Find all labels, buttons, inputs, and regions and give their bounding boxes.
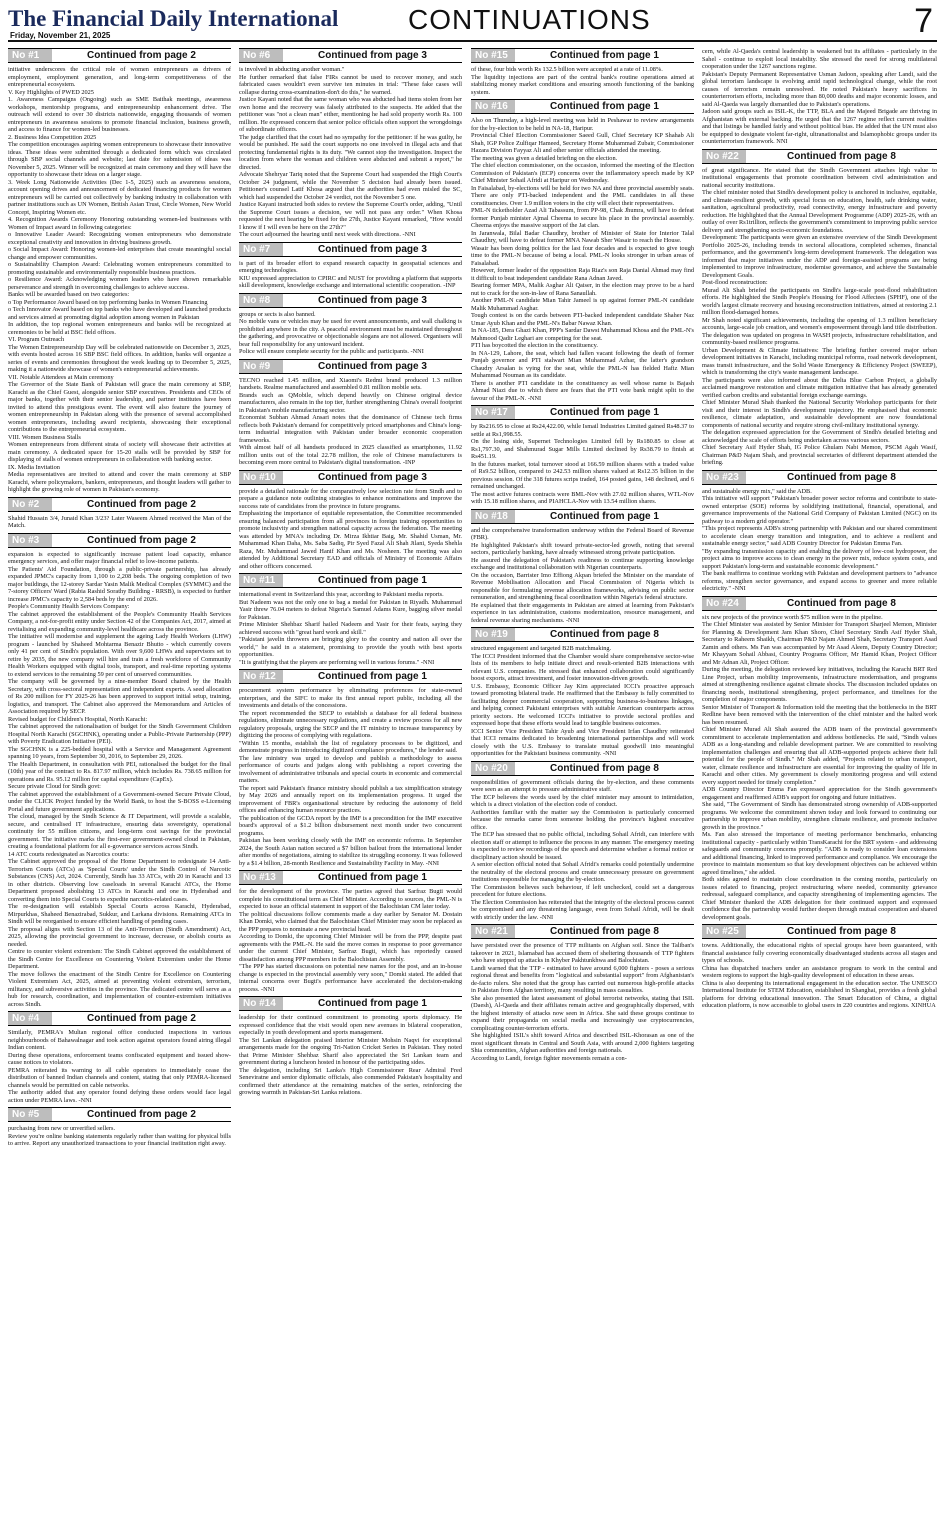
- paragraph: The Governor of the State Bank of Pakistan will grace the main ceremony at SBP, Karachi as the Chief Guest, alongside senior SBP executives. Presidents and CEOs of major banks, together with their senior leadership, and partner institutes have been invited to attend this prestigious event. The event will also feature the journey of women entrepreneurship in Pakistan along with the presence of several accomplished women entrepreneurs, including award recipients, showcasing their exceptional contributions to the entrepreneurial ecosystem.: [8, 381, 231, 433]
- article-header: [8, 497, 231, 512]
- article-number-badge: No #19: [471, 628, 515, 641]
- paragraph: have persisted over the presence of TTP militants on Afghan soil. Since the Taliban's takeover in 2021, Islamabad has accused them of sheltering thousands of TTP fighters who have stepped up attacks in Khyber Pakhtunkhwa and Balochistan.: [471, 942, 694, 964]
- paragraph: The bank reaffirms to continue working with Pakistan and development partners to "advance reforms, strengthen sector governance, and expand access to greener and more reliable electricity." -NNI: [702, 570, 937, 592]
- paragraph: o Social Impact Award: Honoring women-led enterprises that create meaningful social change and empower communities.: [8, 246, 231, 261]
- article-header: [471, 405, 694, 420]
- article-body: [239, 66, 462, 239]
- paragraph: ADB Country Director Emma Fan expressed appreciation for the Sindh government's engagement and reaffirmed ADB's support for ongoing and future initiatives.: [702, 786, 937, 801]
- column-4: [702, 48, 937, 1523]
- paragraph: China has dispatched teachers under an assistance program to work in the central and western regions to support the high-quality development of education in these areas.: [702, 964, 937, 979]
- paragraph: The political discussions follow comments made a day earlier by Senator M. Dostain Khan Domki, who claimed that the Balochistan Chief Minister may soon be replaced as the PPP prepares to nominate a new provincial head.: [239, 910, 462, 933]
- article-body: [8, 551, 231, 1009]
- article-number-badge: No #10: [239, 471, 283, 484]
- continuation-article: [8, 533, 231, 1009]
- paragraph: IX. Media Invitation: [8, 463, 60, 471]
- article-header: [239, 870, 462, 885]
- paragraph: structured engagement and targeted B2B matchmaking.: [471, 645, 612, 652]
- paragraph: international event in Switzerland this year, according to Pakistani media reports.: [239, 591, 444, 598]
- paragraph: There is another PTI candidate in the constituency as well whose name is Bajash Ahmad Niazi due to which there are fears that the PTI vote bank might split to the favour of the PML-N. -NNI: [471, 379, 694, 402]
- paragraph: Senior Minister of Transport & Information told the meeting that the bottlenecks in the BRT Redline have been removed with the intervention of the chief minister and the halted work has been resumed.: [702, 703, 937, 726]
- article-number-badge: No #18: [471, 510, 515, 523]
- paragraph: Shahid Hussain 3/4, Junaid Khan 3/23? Later Waseem Ahmed received the Man of the Match.: [8, 514, 231, 529]
- paragraph: ICCI Senior Vice President Tahir Ayub and Vice President Irfan Chaudhry reiterated that ICCI remains dedicated to broadening international partnerships and will work closely with the U.S. Embassy to translate mutual goodwill into meaningful opportunities for the Pakistani business community. -NNI: [471, 727, 694, 757]
- paragraph: Prime Minister Shehbaz Sharif hailed Nadeem and Yasir for their feats, saying they achieved success with "great hard work and skill.": [239, 621, 462, 636]
- paragraph: In NA-129, Lahore, the seat, which had fallen vacant following the death of former Punjab governor and PTI stalwart Mian Muhammad Azhar, the latter's grandson Chaudry Arsalan is vying for the seat, while the PML-N has fielded Hafiz Mian Muhammad Nouman as its candidate.: [471, 349, 694, 379]
- paragraph: The liquidity injections are part of the central bank's routine operations aimed at stabilizing money market conditions and ensuring smooth functioning of the banking system.: [471, 73, 694, 96]
- article-number-badge: No #4: [8, 1012, 52, 1025]
- paragraph: The SGCHNK is a 225-bedded hospital with a Service and Management Agreement spanning 10 years, from September 30, 2016, to September 29, 2026.: [8, 745, 231, 760]
- paragraph: Economist Subhan Ahmad Ansari notes that the dominance of Chinese tech firms reflects both Pakistan's demand for competitively priced smartphones and China's long-term industrial integration with Pakistan under broader economic cooperation frameworks.: [239, 414, 462, 444]
- article-number-badge: No #6: [239, 49, 283, 62]
- paragraph: by Rs216.95 to close at Rs24,422.00, while Ismail Industries Limited gained Rs48.37 to settle at Rs1,998.55.: [471, 423, 694, 438]
- paragraph: PEMRA reiterated its warning to all cable operators to immediately cease the distribution of banned Indian channels and content, stating that only PEMRA-licensed channels would be permitted on cable networks.: [8, 1066, 231, 1089]
- article-number-badge: No #16: [471, 100, 515, 113]
- paragraph: He further remarked that false FIRs cannot be used to recover money, and such fabricated cases wouldn't even survive ten minutes in trial: "These fake cases will collapse during cross-examination-don't do this," he warned.: [239, 73, 462, 96]
- paragraph: o Tech Innovator Award based on top banks who have developed and launched products and services aimed at promoting digital adoption among women in Pakistan: [8, 306, 231, 321]
- paragraph: This initiative will support "Pakistan's broader power sector reforms and contribute to state-owned enterprise (SOE) reforms by solidifying institutional, financial, operational, and governance improvements of the National Grid Company of Pakistan Limited (NGC) on its pathway to a modern grid operator.": [702, 495, 937, 525]
- article-body: [471, 527, 694, 625]
- continuation-article: [239, 870, 462, 993]
- paragraph: Justice Kayani instructed both sides to review the Supreme Court's order, adding, "Until the Supreme Court issues a decision, we will not pass any order." When Khosa requested the next hearing be fixed for the 27th, Justice Kayani remarked, "How would I know if I will even be here on the 27th?": [239, 201, 462, 231]
- continuation-article: [471, 48, 694, 96]
- article-number-badge: No #15: [471, 49, 515, 62]
- continuation-article: [702, 924, 937, 1010]
- article-body: [702, 488, 937, 593]
- paragraph: PTI has boycotted the election in the constituency.: [471, 342, 598, 349]
- continuation-article: [8, 48, 231, 494]
- article-body: [471, 645, 694, 758]
- paragraph: Chief Secretary Asif Hyder Shah, IG Police Ghulam Nabi Memon, PSCM Agah Wasif, Chairman P&D Najam Shah, and provincial secretaries of different department attended the briefing.: [702, 444, 937, 466]
- article-number-badge: No #25: [702, 925, 746, 938]
- paragraph: According to Domki, the upcoming Chief Minister will be from the PPP, despite past agreements with the PML-N. He said the move comes in response to poor governance under the current Chief Minister, Sarfraz Bugti, which has reportedly caused dissatisfaction among PPP members in the Balochistan Assembly.: [239, 933, 462, 963]
- article-body: [239, 888, 462, 993]
- paragraph: Pakistan has been working closely with the IMF on economic reforms. In September 2024, the South Asian nation secured a $7 billion bailout from the international lender after months of negotiations, aiming to stabilize its struggling economy. It was followed by a $1.4 billion, 28-month Resilience and Sustainability Facility in May. -NNI: [239, 837, 462, 867]
- paragraph: He assured the delegation of Pakistan's readiness to continue supporting knowledge exchange and institutional collaboration with Nigerian counterparts.: [471, 556, 694, 571]
- article-number-badge: No #11: [239, 574, 283, 587]
- paragraph: "It is gratifying that the players are performing well in various forums." -NNI: [239, 658, 435, 666]
- paragraph: groups or sects is also banned.: [239, 310, 316, 318]
- continued-from-label: Continued from page 1: [550, 510, 659, 522]
- article-body: [471, 66, 694, 96]
- paragraph: Brands such as QMobile, which depend heavily on Chinese original device manufacturers, also remain in the top tier, further strengthening China's overall footprint in Pakistan's mobile manufacturing sector.: [239, 391, 462, 414]
- article-number-badge: No #22: [702, 150, 746, 163]
- article-header: [471, 509, 694, 524]
- paragraph: of these, four bids worth Rs 132.5 billion were accepted at a rate of 11.08%.: [471, 66, 663, 73]
- paragraph: The ECP believes the words used by the chief minister may amount to intimidation, which is a direct violation of the election code of conduct.: [471, 793, 694, 808]
- article-body: [8, 515, 231, 530]
- article-number-badge: No #12: [239, 670, 283, 683]
- paragraph: No mobile vans or vehicles may be used for event announcements, and wall chalking is prohibited anywhere in the city. A peaceful environment must be maintained throughout the gathering, and provocative or objectionable slogans are not allowed. Organisers will bear full responsibility for any untoward incident.: [239, 318, 462, 348]
- paragraph: Chief Minister Murad Shah thanked the National Security Workshop participants for their visit and their interest in Sindh's development trajectory. He emphasised that economic resilience, climate adaptation, and sustainable development are now foundational components of national security and require strong civil-military institutional synergy.: [702, 399, 937, 429]
- article-body: [8, 1029, 231, 1104]
- paragraph: She highlighted ISIL's shift toward Africa and described ISIL-Khorasan as one of the most significant threats in Central and South Asia, with around 2,000 fighters targeting Shia communities, Afghan authorities and foreign nationals.: [471, 1032, 694, 1054]
- paragraph: Pakistan's Deputy Permanent Representative Usman Jadoon, speaking after Landi, said the global terrorism landscape is evolving amid rapid technological change, while the root causes of terrorism remain unresolved. He noted Pakistan's heavy sacrifices in counterterrorism efforts, including more than 80,000 deaths and major economic losses, and said Al-Qaeda was largely dismantled due to Pakistan's operations.: [702, 70, 937, 108]
- paragraph: Authorities familiar with the matter say the Commission is particularly concerned because the remarks came from someone holding the province's highest executive office.: [471, 808, 694, 831]
- continuation-article: [239, 996, 462, 1097]
- paragraph: The cloud, managed by the Sindh Science & IT Department, will provide a scalable, secure, and centralised IT infrastructure, ensuring data sovereignty, operational continuity for 55 million citizens, and long-term cost savings for the provincial government. The initiative marks the first-ever government-owned cloud in Pakistan, creating a foundational platform for all e-governance services across Sindh.: [8, 813, 231, 850]
- article-body: [239, 488, 462, 571]
- continued-from-label: Continued from page 8: [550, 629, 659, 640]
- continued-from-label: Continued from page 1: [318, 671, 427, 682]
- paragraph: The ECP has stressed that no public official, including Sohail Afridi, can interfere with election staff or attempt to influence the process in any manner. The emergency meeting is expected to review recordings of the speech and determine whether a formal notice or disciplinary action should be issued.: [471, 831, 694, 861]
- article-number-badge: No #24: [702, 597, 746, 610]
- paragraph: He explained that their engagements in Pakistan are aimed at learning from Pakistan's experience in tax administration, customs modernization, resource management, and federal revenue sharing mechanisms. -NNI: [471, 601, 694, 624]
- continued-from-label: Continued from page 3: [318, 471, 427, 483]
- continued-from-label: Continued from page 8: [550, 926, 659, 937]
- paragraph: Centre to counter violent extremism: The Sindh Cabinet approved the establishment of the Sindh Centre for Excellence on Countering Violent Extremism under the Home Department.: [8, 948, 231, 970]
- continued-from-label: Continued from page 8: [787, 471, 896, 483]
- article-body: [471, 117, 694, 402]
- column-3: [471, 48, 694, 1523]
- continuation-article: [471, 405, 694, 506]
- article-number-badge: No #13: [239, 871, 283, 884]
- paragraph: The judge clarified that the court had no sympathy for the petitioner: if he was guilty, he would be punished. He said the court supports no one involved in illegal acts and that protecting fundamental rights is its duty. "We cannot stop the investigation. Inspect the location from where the woman and children were abducted and submit a report," he directed.: [239, 133, 462, 171]
- paragraph: The Election Commission has reiterated that the integrity of the electoral process cannot be compromised and any threatening language, even from Sohail Afridi, will be dealt with strictly under the law. -NNI: [471, 898, 694, 921]
- continuation-article: [8, 1107, 231, 1148]
- newspaper-name: The Financial Daily International: [8, 6, 339, 31]
- paragraph: Landi warned that the TTP - estimated to have around 6,000 fighters - poses a serious regional threat and benefits from "logistical and substantial support" from Afghanistan's de-facto rulers. She noted that the group has carried out numerous high-profile attacks in Pakistan from Afghan territory, many resulting in mass casualties.: [471, 964, 694, 994]
- continuation-article: [702, 596, 937, 922]
- article-body: [239, 377, 462, 467]
- continued-from-label: Continued from page 3: [318, 243, 427, 255]
- paragraph: expansion is expected to significantly increase patient load capacity, enhance emergency services, and offer major financial relief to low-income patients.: [8, 550, 231, 565]
- paragraph: The publication of the GCDA report by the IMF is a precondition for the IMF executive board's approval of a $1.2 billion disbursement next month under two concurrent programs.: [239, 814, 462, 837]
- article-number-badge: No #23: [702, 471, 746, 484]
- article-body: [702, 614, 937, 922]
- article-body: [471, 942, 694, 1062]
- paragraph: and sustainable energy mix," said the ADB.: [702, 487, 812, 495]
- paragraph: The Commission believes such behaviour, if left unchecked, could set a dangerous precedent for future elections.: [471, 883, 694, 898]
- paragraph: The Cabinet approved the proposal of the Home Department to redesignate 14 Anti-Terrorism Courts (ATCs) as 'Special Courts' under the Sindh Control of Narcotic Substances (CNS) Act, 2024. Currently, Sindh has 33 ATCs, with 20 in Karachi and 13 in other districts. Observing low caseloads in several Karachi ATCs, the Home Department proposed abolishing 13 ATCs in Karachi and one in Hyderabad and converting them into Special Courts to expedite narcotics-related cases.: [8, 858, 231, 903]
- paragraph: In Faisalabad, by-elections will be held for two NA and three provincial assembly seats. There are only PTI-backed independent and the PML candidates in all these constituencies. Over 1.9 million voters in the city will elect their representatives.: [471, 184, 694, 207]
- paragraph: Mr Shah noted significant achievements, including the opening of 1.3 million beneficiary accounts, large-scale job creation, and women's empowerment through land title distribution. The delegation was updated on progress in WASH projects, infrastructure rehabilitation, and community-based resilience programs.: [702, 316, 937, 346]
- paragraph: A senior election official noted that Sohail Afridi's remarks could potentially undermine the neutrality of the electoral process and create unnecessary pressure on government institutions responsible for managing the by-election.: [471, 861, 694, 883]
- paragraph: Secure private Cloud for Sindh govt:: [8, 783, 101, 790]
- paragraph: responsibilities of government officials during the by-election, and these comments were seen as an attempt to pressure administrative staff.: [471, 778, 694, 793]
- paragraph: Review you're online banking statements regularly rather than waiting for physical bills to arrive. Report any unauthorized transactions to your financial institution right away.: [8, 1132, 231, 1147]
- section-title: CONTINUATIONS: [408, 4, 651, 35]
- article-header: [471, 761, 694, 776]
- article-header: [239, 293, 462, 308]
- paragraph: The chief minister noted that Sindh's development policy is anchored in inclusive, equitable, and climate-resilient growth, with special focus on education, health, safe drinking water, sanitation, agricultural productivity, road connectivity, energy infrastructure and poverty reduction. He highlighted that the Annual Development Programme (ADP) 2025-26, with an outlay of over Rs1trillion, reflects the government's commitment to improving public service delivery and strengthening socio-economic foundations.: [702, 189, 937, 234]
- paragraph: The report recommended the SECP to establish a database for all federal business regulations, eliminate unnecessary regulations, and create a review process for all new regulatory proposals, urging the SECP and the IT ministry to increase transparency by digitizing the process of complying with regulations.: [239, 709, 462, 739]
- continued-from-label: Continued from page 1: [550, 50, 659, 61]
- paragraph: VIII. Women Business Stalls: [8, 433, 81, 441]
- article-header: [471, 48, 694, 63]
- paragraph: initiative underscores the critical role of women entrepreneurs as drivers of employment, employment generation, and long-term competitiveness of the entrepreneurial ecosystem.: [8, 66, 231, 88]
- paragraph: With almost half of all handsets produced in 2025 classified as smartphones, 11.92 million units out of the total 22.78 million, the role of Chinese manufacturers is becoming even more central to Pakistan's digital transformation. -INP: [239, 444, 462, 466]
- continuation-article: [239, 359, 462, 467]
- article-number-badge: No #3: [8, 534, 52, 547]
- continuation-article: [471, 99, 694, 402]
- paragraph: o Innovative Leader Award: Recognizing women entrepreneurs who demonstrate exceptional creativity and innovation in driving business growth.: [8, 231, 231, 246]
- paragraph: The re-designation will establish Special Courts across Karachi, Hyderabad, Mirpurkhas, Shaheed Benazirabad, Sukkur, and Larkana divisions. Remaining ATCs in Sindh will be reorganised to ensure efficient handling of pending cases.: [8, 903, 231, 925]
- paragraph: Advocate Shehryar Tariq noted that the Supreme Court had suspended the High Court's October 24 judgment, while the November 5 decision had already been issued. Petitioner's counsel Latif Khosa argued that the authorities had even misled the SC, which had suspended the October 24 verdict, not the November 5 one.: [239, 171, 462, 201]
- paragraph: 3. Week Long Nationwide Activities (Dec 1-5, 2025) such as awareness sessions, account opening drives and announcement of dedicated financing products for women entrepreneurs will be carried out collectively by banking industry in collaboration with partner institutions such as UN Women, British Asian Trust, Circle Women, New World Concept, Inspiring Women etc.: [8, 178, 231, 216]
- paragraph: In the futures market, total turnover stood at 166.59 million shares with a traded value of Rs9.52 billion, compared to 242.53 million shares valued at Rs12.35 billion in the previous session. Of the 318 futures scrips traded, 164 posted gains, 148 declined, and 6 remained unchanged.: [471, 460, 694, 490]
- paragraph: Ms. Fan also stressed the importance of meeting performance benchmarks, enhancing institutional capacity - particularly within TransKarachi for the BRT system - and addressing safeguards and community concerns promptly. "ADB is ready to consider loan extensions and additional financing, linked to improved performance and compliance. We encourage the province to maintain momentum so that key development objectives can be achieved within agreed timelines," she added.: [702, 831, 937, 876]
- paragraph: Murad Ali Shah briefed the participants on Sindh's large-scale post-flood rehabilitation efforts. He highlighted the Sindh People's Housing for Flood Affectees (SPHF), one of the world's largest climate recovery and housing reconstruction initiatives, aimed at restoring 2.1 million flood-damaged homes.: [702, 286, 937, 316]
- continuation-article: [239, 573, 462, 666]
- continued-from-label: Continued from page 8: [787, 926, 896, 937]
- continued-from-label: Continued from page 3: [318, 50, 427, 61]
- article-header: [239, 996, 462, 1011]
- article-body: [702, 167, 937, 467]
- paragraph: China is also deepening its international engagement in the education sector. The UNESCO International Institute for STEM Education, established in Shanghai, provides a fresh global platform for driving educational innovation. The Smart Education of China, a digital education platform, is now accessible to global users in 220 countries and regions. XINHUA: [702, 979, 937, 1009]
- article-body: [8, 1125, 231, 1148]
- paragraph: 1. Awareness Campaigns (Ongoing) such as SME Baithak meetings, awareness workshops, mentorship programs, and entrepreneurship enhancement drive. The outreach will extend to over 30 districts nationwide, engaging thousands of women entrepreneurs in awareness sessions to promote financial inclusion, business growth, and access to finance for women-led businesses.: [8, 96, 231, 133]
- paragraph: o Top Performance Award based on top performing banks in Women Financing: [8, 298, 208, 306]
- article-number-badge: No #20: [471, 762, 515, 775]
- paragraph: Also on Thursday, a high-level meeting was held in Peshawar to review arrangements for the by-election to be held in NA-18, Haripur.: [471, 117, 694, 132]
- continuation-article: [239, 48, 462, 239]
- continued-from-label: Continued from page 2: [87, 534, 196, 546]
- article-body: [8, 66, 231, 494]
- article-header: [702, 596, 937, 611]
- article-body: [239, 591, 462, 666]
- paragraph: The Health Department, in consultation with PEI, rationalised the budget for the final (10th) year of the contract to Rs. 817.97 million, which includes Rs. 738.65 million for operations and Rs. 95.12 million for capital expenditure (CapEx).: [8, 760, 231, 783]
- continuation-article: [8, 1011, 231, 1104]
- paragraph: provide a detailed rationale for the comparatively low selection rate from Sindh and to prepare a guidance note outlining strategies to enhance nominations and improve the success rate of candidates from the province in future programs.: [239, 487, 462, 510]
- article-header: [8, 1107, 231, 1122]
- paragraph: Justice Kayani noted that the same woman who was abducted had items stolen from her own home and the recovery was falsely attributed to the suspects. He added that the petitioner was "not a clean man" either, mentioning he had sold property worth Rs. 100 million. He expressed concern that senior police officials often support the wrongdoings of subordinate officers.: [239, 96, 462, 133]
- paragraph: "This project represents ADB's strong partnership with Pakistan and our shared commitment to accelerate clean energy transition and integration, and to achieve a resilient and sustainable energy sector," said ADB Country Director for Pakistan Emma Fan.: [702, 525, 937, 547]
- paragraph: The report said Pakistan's finance ministry should publish a tax simplification strategy by May 2026 and annually report on its implementation progress. It urged the improvement of FBR's organisational structure by reducing the autonomy of field offices and enhancing human resource practices.: [239, 784, 462, 814]
- paragraph: The authority added that any operator found defying these orders would face legal action under PEMRA laws. -NNI: [8, 1089, 231, 1104]
- article-number-badge: No #5: [8, 1108, 52, 1121]
- continued-from-label: Continued from page 2: [87, 1109, 196, 1120]
- article-body: [471, 779, 694, 922]
- article-header: [239, 470, 462, 485]
- paragraph: Bearing former MPA, Malik Asghar Ali Qaiser, in the election may prove to be a hard nut to crack for the son-in-law of Rana Sanaullah.: [471, 282, 694, 297]
- continuation-article: [471, 509, 694, 625]
- paragraph: Police will ensure complete security for the public and participants. -NNI: [239, 348, 424, 355]
- continued-from-label: Continued from page 2: [87, 1013, 196, 1024]
- continued-from-label: Continued from page 2: [87, 50, 196, 61]
- paragraph: 14 ATC courts redesignated as Narcotics courts:: [8, 850, 130, 858]
- paragraph: The chief election commissioner, on the occasion, informed the meeting of the Election Commission of Pakistan's (ECP) concerns over the inflammatory speech made by KP Chief Minister Sohail Afridi at Haripur on Wednesday.: [471, 162, 694, 184]
- continued-from-label: Continued from page 3: [318, 294, 427, 306]
- continuation-article: [702, 149, 937, 467]
- paragraph: The cabinet approved the establishment of a Government-owned Secure Private Cloud, under the CLICK Project funded by the World Bank, to host the S-BOSS e-Licensing Portal and future government applications.: [8, 790, 231, 813]
- paragraph: People's Community Health Services Company:: [8, 603, 130, 610]
- continued-from-label: Continued from page 1: [318, 575, 427, 586]
- paragraph: The Sri Lankan delegation praised Interior Minister Mohsin Naqvi for exceptional arrangements made for the ongoing Tri-Nation Cricket Series in Pakistan. They noted that Prime Minister Shehbaz Sharif also appreciated the Sri Lankan team and government during a luncheon hosted in honour of the participating sides.: [239, 1036, 462, 1066]
- continued-from-label: Continued from page 1: [550, 101, 659, 112]
- continuation-article: [239, 669, 462, 867]
- paragraph: "Pakistani javelin throwers are bringing glory to the country and nation all over the world," he said in a statement, promising to provide the youth with best sports opportunities.: [239, 636, 462, 658]
- paragraph: The most active futures contracts were BML-Nov with 27.02 million shares, WTL-Nov with 15.18 million shares, and PIAHCLA-Nov with 13.54 million shares.: [471, 490, 694, 505]
- paragraph: Similarly, PEMRA's Multan regional office conducted inspections in various neighbourhoods of Bahawalnagar and took action against operators found airing illegal Indian content.: [8, 1029, 231, 1051]
- article-number-badge: No #9: [239, 360, 283, 373]
- article-number-badge: No #21: [471, 925, 515, 938]
- article-header: [8, 533, 231, 548]
- paragraph: Urban Development & Climate Initiatives: The briefing further covered major urban development initiatives in Karachi, including municipal reforms, road network development, mass transit infrastructure, and the Solid Waste Emergency & Efficiency Project (SWEEP), which is transforming the city's waste management landscape.: [702, 346, 937, 376]
- continued-from-label: Continued from page 1: [318, 998, 427, 1009]
- article-number-badge: No #2: [8, 498, 52, 511]
- paragraph: "By expanding transmission capacity and enabling the delivery of low-cost hydropower, the project aims to improve access to clean energy in the power mix, reduce system costs, and support Pakistan's long-term and sustainable economic development.": [702, 547, 937, 570]
- paragraph: o Resilience Award: Acknowledging women leaders who have shown remarkable perseverance and strength in overcoming challenges to achieve success.: [8, 276, 231, 291]
- paragraph: "The PPP has started discussions on potential new names for the post, and an in-house change is expected in the provincial assembly very soon," Domki stated. He added that internal concerns over Bugti's performance have accelerated the decision-making process. -NNI: [239, 963, 462, 993]
- continuation-article: [471, 761, 694, 922]
- paragraph: The court adjourned the hearing until next week with directions. -NNI: [239, 231, 416, 238]
- article-number-badge: No #7: [239, 243, 283, 256]
- article-header: [471, 924, 694, 939]
- page-number: 7: [914, 2, 933, 40]
- paragraph: The initiative will modernise and supplement the ageing Lady Health Workers (LHW) program - launched by Shaheed Mohtarma Benazir Bhutto - which currently covers only 41 per cent of Sindh's population. With over 9,600 LHWs and supervisors set to retire by 2035, the new company will hire and train a fresh workforce of Community Health Workers equipped with digital tools, transport, and real-time reporting systems to extend services to the remaining 59 per cent of unserved communities.: [8, 633, 231, 678]
- article-header: [471, 99, 694, 114]
- paragraph: Wasair has been doing politics for the last four decades and is expected to give tough time to the PML-N because of being a local. PML-N looks stronger in urban areas of Faisalabad.: [471, 244, 694, 267]
- paragraph: The delegation expressed appreciation for the Government of Sindh's detailed briefing and acknowledged the scale of efforts being undertaken across various sectors.: [702, 429, 937, 444]
- paragraph: In addition, the top regional women entrepreneurs and banks will be recognized at ceremonies to be held at BSC field offices.: [8, 321, 231, 336]
- article-body: [702, 942, 937, 1010]
- continuation-article: [239, 293, 462, 356]
- continuation-article: [702, 470, 937, 593]
- continuation-article: [239, 470, 462, 571]
- paragraph: He highlighted Pakistan's shift toward private-sector-led growth, noting that several sectors, particularly banking, have already witnessed strong private participation.: [471, 541, 694, 556]
- column-1: [8, 48, 231, 1523]
- paragraph: six new projects of the province worth $75 million were in the pipeline.: [702, 613, 883, 621]
- article-body: [702, 48, 937, 146]
- article-header: [702, 924, 937, 939]
- paragraph: VI. Program Outreach: [8, 336, 65, 343]
- paragraph: o Sustainability Champion Award: Celebrating women entrepreneurs committed to promoting sustainable and environmentally responsible business practices.: [8, 261, 231, 276]
- article-header: [239, 242, 462, 257]
- paragraph: In Jaranwala, Bilal Badar Chaudhry, brother of Minister of State for Interior Talal Chaudhry, will have to defeat former MNA Nawab Sher Wasair to reach the House.: [471, 229, 694, 244]
- paragraph: The Chief Minister was assisted by Senior Minister for Transport Sharjeel Memon, Minister for Planning & Development Jam Khan Shoro, Chief Secretary Sindh Asif Hyder Shah, Secretary to Raheem Shaikh, Chairman P&D Najam Ahmed Shah, Secretary Transport Asad Zamin and others. Ms Fan was accompanied by Mr Asad Aleem, Deputy Country Director; Mr Khayyam Sohail Abbasi, Country Programs Officer, Mr Hamid Khan, Project Officer and Mr Adnan Ali, Project Officer.: [702, 621, 937, 666]
- continued-from-label: Continued from page 8: [787, 150, 896, 162]
- continuation-article: [471, 627, 694, 758]
- paragraph: of great significance. He stated that the Sindh Government attaches high value to institutional engagements that promote coordination between civil administration and national security institutions.: [702, 166, 937, 189]
- paragraph: for the development of the province. The parties agreed that Sarfraz Bugti would complete his constitutional term as Chief Minister. According to sources, the PML-N is expected to issue an official statement in support of the Balochistan CM later today.: [239, 888, 462, 910]
- paragraph: Development: The participants were given an extensive overview of the Sindh Development Portfolio 2025-26, including trends in sectoral allocations, completed schemes, financial performance, and the government's long-term development framework. The delegation was informed that major initiatives under the ADP and foreign-assisted programs are being implemented to improve infrastructure, modernise governance, and achieve the Sustainable Development Goals.: [702, 234, 937, 279]
- column-2: [239, 48, 462, 1523]
- paragraph: According to Landi, foreign fighter movements remain a con-: [471, 1054, 627, 1062]
- paragraph: The competition encourages aspiring women entrepreneurs to showcase their innovative ideas. These ideas were submitted through a dedicated form which was circulated through SBP social channels and website; last date for submission of ideas was November 5, 2025. Winner will be recognized at main ceremony and they will have the opportunity to showcase their ideas on a larger stage.: [8, 141, 231, 178]
- continued-from-label: Continued from page 1: [318, 872, 427, 883]
- article-header: [239, 573, 462, 588]
- article-header: [239, 669, 462, 684]
- paragraph: However, former leader of the opposition Raja Riaz's son Raja Danial Ahmad may find it difficult to beat independent candidate Rana Adnan Javed.: [471, 267, 694, 282]
- paragraph: Both sides agreed to maintain close coordination in the coming months, particularly on issues related to financing, project restructuring where needed, community grievance redressal, safeguard compliance, and capacity strengthening of implementing agencies. The Chief Minister thanked the ADB delegation for their continued support and expressed confidence that the partnership would further deepen through mutual cooperation and shared development goals.: [702, 876, 937, 921]
- paragraph: procurement system performance by eliminating preferences for state-owned enterprises, and the SIFC to make its first annual report public, including all the investments and details of the concessions.: [239, 687, 462, 709]
- article-number-badge: No #14: [239, 997, 283, 1010]
- article-body: [239, 1014, 462, 1097]
- paragraph: Banks will be awarded based on two categories:: [8, 291, 130, 298]
- article-body: [239, 260, 462, 290]
- paragraph: Chief Minister Murad Ali Shah assured the ADB team of the provincial government's commitment to accelerate implementation and address bottlenecks. He said, "Sindh values ADB as a long-standing and reliable development partner. We are committed to resolving implementation challenges and ensuring that all ADB-supported projects achieve their full potential for the people of Sindh." Mr Shah added, "Projects related to urban transport, water, climate resilience and infrastructure are essential for improving the quality of life in Karachi and other cities. My government is closely monitoring progress and will extend every support needed for timely completion.": [702, 726, 937, 786]
- article-header: [239, 359, 462, 374]
- article-body: [239, 311, 462, 356]
- continuation-article: [239, 242, 462, 290]
- paragraph: The Women Entrepreneurship Day will be celebrated nationwide on December 3, 2025, with events hosted across 16 SBP BSC field offices. In addition, banks will organize a series of events and ceremonies throughout the week leading up to December 5, 2025, making it a nationwide showcase of women's entrepreneurial achievements.: [8, 343, 231, 373]
- paragraph: TECNO reached 1.45 million, and Xiaomi's Redmi brand produced 1.3 million handsets. Realme manufactured and assembled 0.81 million mobile sets.: [239, 376, 462, 391]
- paragraph: V. Key Highlights of PWED 2025: [8, 88, 94, 96]
- article-header: [702, 149, 937, 164]
- paragraph: During the meeting, the delegation reviewed key initiatives, including the Karachi BRT Red Line Project, urban mobility improvements, infrastructure modernisation, and programs aimed at strengthening resilience against climate shocks. The discussion included updates on financing needs, institutional strengthening, project performance, and timelines for the completion of major components.: [702, 666, 937, 703]
- paragraph: and the comprehensive transformation underway within the Federal Board of Revenue (FBR).: [471, 526, 694, 541]
- continued-from-label: Continued from page 8: [787, 597, 896, 609]
- article-number-badge: No #1: [8, 49, 52, 62]
- masthead-rule: [8, 40, 937, 42]
- paragraph: Another PML-N candidate Mian Tahir Jameel is up against former PML-N candidate Malik Muhammad Asghar.: [471, 297, 694, 312]
- paragraph: The law ministry was urged to develop and publish a methodology to assess performance of courts and judges along with publishing a report covering the involvement of administrative tribunals and special courts in economic and commercial matters.: [239, 754, 462, 784]
- continuation-article: [8, 497, 231, 530]
- paragraph: Tough contest is on the cards between PTI-backed independent candidate Shaher Naz Umar Ayub Khan and the PML-N's Babar Nawaz Khan.: [471, 312, 694, 327]
- paragraph: Revised budget for Children's Hospital, North Karachi:: [8, 715, 148, 723]
- paragraph: Jadoon said groups such as ISIL-K, the TTP, BLA and the Majeed Brigade are thriving in Afghanistan with external backing. He urged that the 1267 regime reflect current realities and that listings be handled fairly and without political bias. He added that the UN must also be equipped to designate violent far-right, ultranationalist and Islamophobic groups under its counterterrorism framework. NNI: [702, 108, 937, 145]
- continuation-article: [702, 48, 937, 146]
- paragraph: is involved in abducting another woman.": [239, 66, 345, 73]
- paragraph: In NA-185, Dera Ghazi Khan, PPP's Sardar Dawst Muhammad Khosa and the PML-N's Mahmood Qadir Leghari are competing for the seat.: [471, 327, 694, 342]
- paragraph: The proposal aligns with Section 13 of the Anti-Terrorism (Sindh Amendment) Act, 2025, allowing the provincial government to increase, decrease, or abolish courts as needed.: [8, 925, 231, 948]
- paragraph: The company will be governed by a nine-member Board chaired by the Health Secretary, with cross-sectoral representation and independent experts. A seed allocation of Rs 200 million for FY 2025-26 has been approved to support initial setup, training, logistics, and transport. The Cabinet also approved the Memorandum and Articles of Association required by SECP.: [8, 678, 231, 715]
- continued-from-label: Continued from page 8: [550, 762, 659, 774]
- continued-from-label: Continued from page 3: [318, 360, 427, 372]
- continued-from-label: Continued from page 1: [550, 407, 659, 418]
- article-header: [471, 627, 694, 642]
- paragraph: On the losing side, Supernet Technologies Limited fell by Rs180.85 to close at Rs1,797.30, and Shahmurad Sugar Mills Limited declined by Rs38.79 to finish at Rs451.19.: [471, 438, 694, 460]
- issue-date: Friday, November 21, 2025: [10, 31, 111, 40]
- paragraph: KIU expressed appreciation to CPIRC and NUST for providing a platform that supports skill development, knowledge exchange and international scientific cooperation. -INP: [239, 274, 462, 289]
- paragraph: She also presented the latest assessment of global terrorist networks, stating that ISIL (Daesh), Al-Qaeda and their affiliates remain active and geographically dispersed, with the highest intensity of attacks now seen in Africa. She said these groups continue to expand their propaganda on social media and increasingly use cryptocurrencies, complicating counter-terrorism efforts.: [471, 994, 694, 1032]
- continuation-article: [471, 924, 694, 1062]
- paragraph: "Within 15 months, establish the list of regulatory processes to be digitized, and demonstrate progress in introducing digitized compliance procedures," the lender said.: [239, 739, 462, 754]
- paragraph: towns. Additionally, the educational rights of special groups have been guaranteed, with financial assistance fully covering economically disadvantaged students across all stages and types of schools.: [702, 942, 937, 964]
- article-number-badge: No #8: [239, 294, 283, 307]
- paragraph: The meeting was given a detailed briefing on the election.: [471, 154, 618, 162]
- paragraph: is part of its broader effort to expand research capacity in geospatial sciences and emerging technologies.: [239, 259, 462, 274]
- paragraph: 4. Recognition Awards Ceremony Honoring outstanding women-led businesses with Women of Impact award in following categories:: [8, 216, 231, 231]
- paragraph: Media representatives are invited to attend and cover the main ceremony at SBP Karachi, where policymakers, bankers, entrepreneurs, and thought leaders will gather to highlight the growing role of women in Pakistan's economy.: [8, 471, 231, 493]
- article-number-badge: No #17: [471, 406, 515, 419]
- article-header: [8, 1011, 231, 1026]
- paragraph: cern, while Al-Qaeda's central leadership is weakened but its affiliates - particularly in the Sahel - continue to exploit local instability. She stressed the need for strong multilateral cooperation under the 1267 sanctions regime.: [702, 48, 937, 70]
- paragraph: Women entrepreneurs from different strata of society will showcase their activities at main ceremony. A dedicated space for 15-20 stalls will be provided by SBP for displaying of stalls of women entrepreneurs in collaboration with banking sector.: [8, 441, 231, 463]
- paragraph: But Nadeem was not the only one to bag a medal for Pakistan in Riyadh. Muhammad Yasir threw 76.04 meters to defeat Nigeria's Samuel Adams Kure, bagging silver medal for Pakistan.: [239, 598, 462, 621]
- paragraph: The ICCI President informed that the Chamber would share comprehensive sector-wise lists of its members to help initiate direct and result-oriented B2B interactions with relevant U.S. companies. He stressed that enhanced collaboration could significantly boost exports, attract investment, and foster innovation-driven growth.: [471, 652, 694, 682]
- paragraph: Emphasizing the importance of equitable representation, the Committee recommended ensuring balanced participation from all provinces in foreign training opportunities to promote inclusivity and strengthen national capacity across the federation. The meeting was attended by MNA's including Dr. Mirza Ikhtiar Baig, Mr. Shahid Usman, Mr. Muhammad Khan Daha, Ms. Saba Sadiq, Pir Syed Fazal Ali Shah Jilani, Syeda Shehla Raza, Mr. Muhammad Jawed Hanif Khan and Ms. Nosheen. The meeting was also attended by Additional Secretary EAD and officials of Ministry of Economic Affairs and other officers concerned.: [239, 510, 462, 570]
- article-header: [702, 470, 937, 485]
- masthead: [8, 4, 937, 38]
- paragraph: The Patients' Aid Foundation, through a public-private partnership, has already expanded JPMC's capacity from 1,100 to 2,208 beds. The ongoing completion of two major buildings, the 12-storey Sardar Yasin Malik Medical Complex (SYMMC) and the 7-storey Officers' Ward (Rabia Rashid Sorathy Building - RRSB), is expected to further increase JPMC's capacity to 2,584 beds by the end of 2026.: [8, 565, 231, 603]
- article-body: [471, 423, 694, 506]
- paragraph: U.S. Embassy, Economic Officer Jay Kim appreciated ICCI's proactive approach toward promoting bilateral trade. He reaffirmed that the Embassy is fully committed to facilitating deeper commercial cooperation, supporting business-to-business linkages, and helping connect Pakistani enterprises with suitable American counterparts across priority sectors. He welcomed ICCI's initiative to provide sectoral profiles and expressed hope that these efforts would lead to tangible business outcomes.: [471, 682, 694, 727]
- paragraph: Provincial Chief Election Commissioner Saeed Gull, Chief Secretary KP Shahab Ali Shah, IGP Police Zulfiqar Hameed, Secretary Home Muhammad Zubair, Commissioner Hazara Division Fayyaz Ali and other senior officials attended the meeting.: [471, 132, 694, 154]
- continued-from-label: Continued from page 2: [87, 498, 196, 510]
- paragraph: leadership for their continued commitment to promoting sports diplomacy. He expressed confidence that the visit would open new avenues in bilateral cooperation, especially in youth development and sports management.: [239, 1014, 462, 1036]
- paragraph: VII. Notable Attendees at Main ceremony: [8, 373, 114, 381]
- article-header: [239, 48, 462, 63]
- paragraph: The participants were also informed about the Delta Blue Carbon Project, a globally acclaimed mangrove restoration and climate mitigation initiative that has already generated verified carbon credits and substantial foreign exchange earnings.: [702, 376, 937, 399]
- paragraph: Post-flood reconstruction:: [702, 279, 768, 286]
- article-header: [8, 48, 231, 63]
- paragraph: purchasing from new or unverified sellers.: [8, 1125, 116, 1132]
- article-body: [239, 687, 462, 867]
- paragraph: During these operations, enforcement teams confiscated equipment and issued show-cause notices to violators.: [8, 1051, 231, 1066]
- paragraph: 2. Business Idea Competition 2025: [8, 133, 97, 141]
- paragraph: She said, "The Government of Sindh has demonstrated strong ownership of ADB-supported programs. We welcome the commitment shown today and look forward to continuing our partnership to improve urban mobility, strengthen climate resilience, and promote inclusive growth in the province.": [702, 801, 937, 831]
- paragraph: The cabinet approved the establishment of the People's Community Health Services Company, a not-for-profit entity under Section 42 of the Companies Act, 2017, aimed at revitalising and expanding community-level healthcare across the province.: [8, 610, 231, 633]
- paragraph: The delegation, including Sri Lanka's High Commissioner Rear Admiral Fred Seneviratne and senior diplomatic officials, also commended Pakistan's hospitality and confirmed their attendance at the remaining matches of the series, reinforcing the growing warmth in Pakistan-Sri Lanka relations.: [239, 1066, 462, 1096]
- paragraph: PML-N ticketholder Azad Ali Tabassum, from PP-98, Chak Jhumra, will have to defeat former Punjab minister Ajmal Cheema to secure his place in the provincial assembly. Cheema enjoys the massive support of the Jat clan.: [471, 207, 694, 229]
- paragraph: On the occasion, Barrister Imo Effiong Akpan briefed the Minister on the mandate of Revenue Mobilisation Allocation and Fiscal Commission of Nigeria which is responsible for formulating revenue allocation frameworks, advising on public sector remuneration, and strengthening fiscal coordination within Nigeria's federal structure.: [471, 571, 694, 601]
- paragraph: The cabinet approved the rationalisation of budget for the Sindh Government Children Hospital North Karachi (SGCHNK), operating under a Public-Private Partnership (PPP) with Poverty Eradication Initiative (PEI).: [8, 723, 231, 745]
- paragraph: The move follows the enactment of the Sindh Centre for Excellence on Countering Violent Extremism Act, 2025, aimed at preventing violent extremism, terrorism, militancy, and subversive activities in the province. The dedicated centre will serve as a hub for research, coordination, and implementation of counter-extremism initiatives across Sindh.: [8, 970, 231, 1008]
